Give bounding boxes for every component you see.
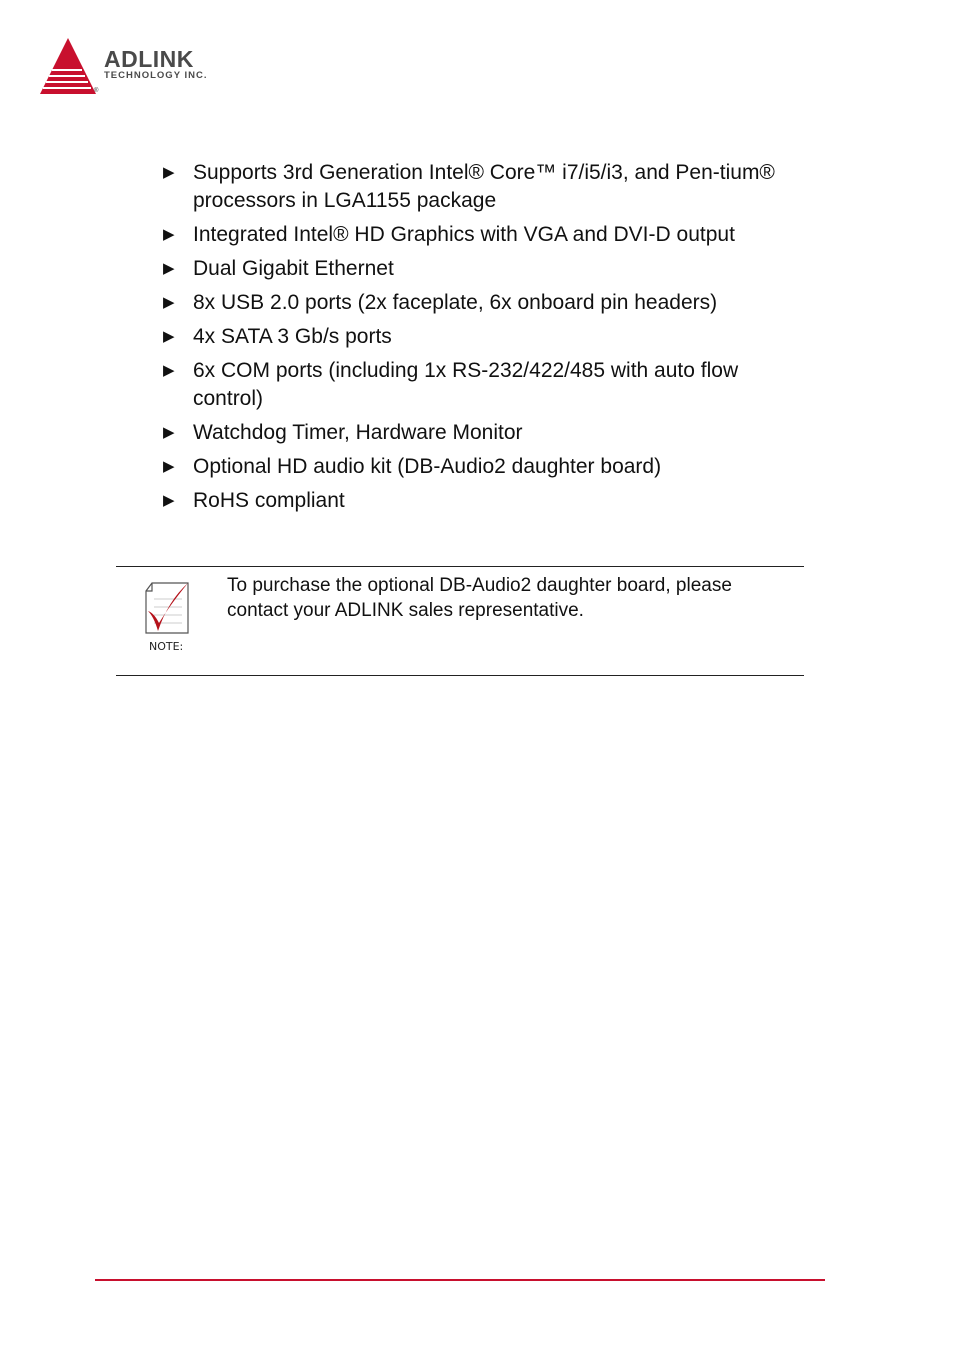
note-box xyxy=(116,566,804,676)
bullet-triangle-icon: ▶ xyxy=(163,294,175,311)
feature-text: 6x COM ports (including 1x RS-232/422/485 with auto flow control) xyxy=(193,359,739,410)
feature-text: Optional HD audio kit (DB-Audio2 daughter board) xyxy=(193,455,662,478)
bullet-triangle-icon: ▶ xyxy=(163,492,175,509)
feature-text: 8x USB 2.0 ports (2x faceplate, 6x onboard pin headers) xyxy=(193,291,718,314)
bullet-triangle-icon: ▶ xyxy=(163,424,175,441)
footer-divider xyxy=(95,1279,825,1281)
bullet-triangle-icon: ▶ xyxy=(163,164,175,181)
feature-item xyxy=(160,159,800,215)
bullet-triangle-icon: ▶ xyxy=(163,458,175,475)
logo-registered-mark: ® xyxy=(94,88,99,94)
feature-item xyxy=(160,221,800,249)
feature-item xyxy=(160,419,800,447)
adlink-triangle-icon xyxy=(38,36,102,98)
feature-item xyxy=(160,255,800,283)
feature-text: Watchdog Timer, Hardware Monitor xyxy=(193,421,523,444)
feature-item xyxy=(160,357,800,413)
bullet-triangle-icon: ▶ xyxy=(163,260,175,277)
feature-text: Integrated Intel® HD Graphics with VGA and DVI-D output xyxy=(193,223,735,246)
bullet-triangle-icon: ▶ xyxy=(163,328,175,345)
feature-item xyxy=(160,323,800,351)
note-text: To purchase the optional DB-Audio2 daughter board, please contact your ADLINK sales representative. xyxy=(227,575,732,621)
adlink-logo xyxy=(38,36,238,98)
feature-list xyxy=(160,159,800,521)
bullet-triangle-icon: ▶ xyxy=(163,362,175,379)
feature-item xyxy=(160,289,800,317)
feature-text: Dual Gigabit Ethernet xyxy=(193,257,394,280)
feature-item xyxy=(160,487,800,515)
bullet-triangle-icon: ▶ xyxy=(163,226,175,243)
note-label: NOTE: xyxy=(149,640,184,653)
feature-item xyxy=(160,453,800,481)
feature-text: 4x SATA 3 Gb/s ports xyxy=(193,325,392,348)
feature-text: RoHS compliant xyxy=(193,489,345,512)
note-checkmark-icon xyxy=(142,579,192,637)
logo-subtitle: TECHNOLOGY INC. xyxy=(104,70,208,81)
logo-wordmark: ADLINK xyxy=(104,46,194,72)
feature-text: Supports 3rd Generation Intel® Core™ i7/i5/i3, and Pen-tium® processors in LGA1155 package xyxy=(193,161,775,212)
